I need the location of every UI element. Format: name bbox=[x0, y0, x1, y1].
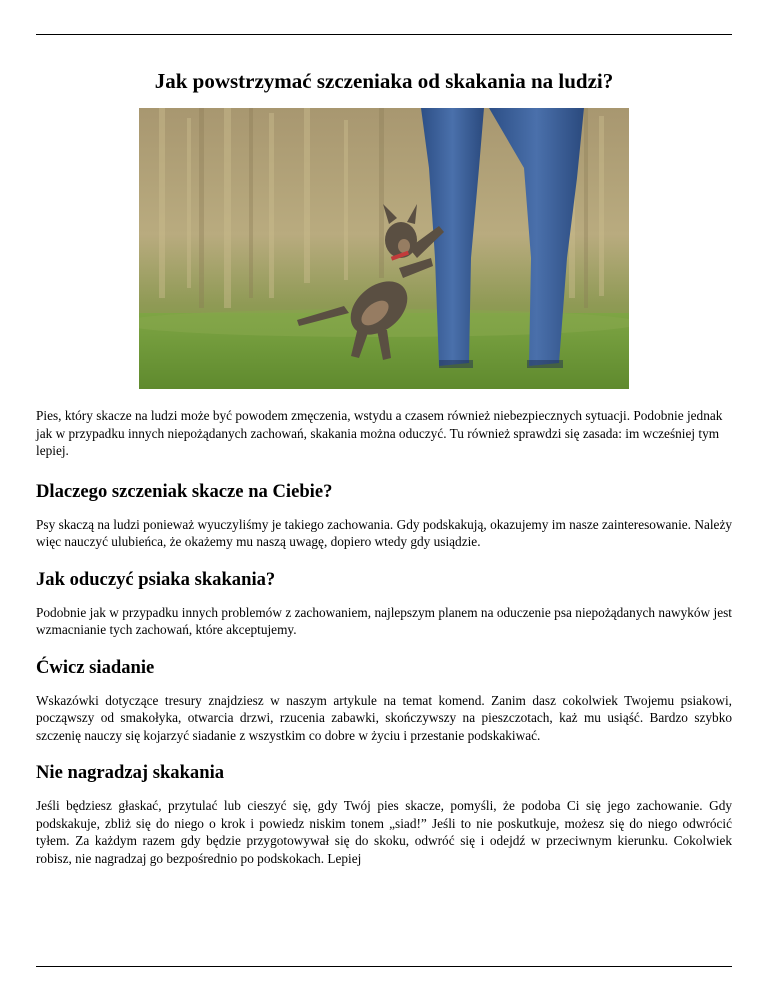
section-body-sit: Wskazówki dotyczące tresury znajdziesz w naszym artykule na temat komend. Zanim dasz cokolwiek Twojemu psiakowi, począwszy od smakołyka, otwarcia drzwi, rzucenia zabawki, skończywszy na pieszczotach, każ mu usiąść. Bardzo szybko szczenię nauczy się kojarzyć siadanie z wszystkim co dobre w życiu i przestanie podskakiwać. bbox=[36, 692, 732, 743]
bottom-rule bbox=[36, 966, 732, 967]
section-heading-no-reward: Nie nagradzaj skakania bbox=[36, 762, 225, 783]
dog-jumping-photo bbox=[139, 108, 629, 389]
section-heading-why: Dlaczego szczeniak skacze na Ciebie? bbox=[36, 480, 333, 502]
section-body-no-reward: Jeśli będziesz głaskać, przytulać lub cieszyć się, gdy Twój pies skacze, pomyśli, że podoba Ci się jego zachowanie. Gdy podskakuje, zbliż się do niego o krok i powiedz niskim tonem „siad!” Jeśli to nie poskutkuje, możesz się do niego odwrócić tyłem. Za każdym razem gdy będzie przygotowywał się do skoku, odwróć się i odejdź w przeciwnym kierunku. Cokolwiek robisz, nie nagradzaj go bezpośrednio po podskokach. Lepiej bbox=[36, 798, 732, 866]
section-body-how: Podobnie jak w przypadku innych problemów z zachowaniem, najlepszym planem na oduczenie psa niepożądanych nawyków jest wzmacnianie tych zachowań, które akceptujemy. bbox=[36, 604, 732, 637]
intro-paragraph: Pies, który skacze na ludzi może być powodem zmęczenia, wstydu a czasem również niebezpiecznych sytuacji. Podobnie jednak jak w przypadku innych niepożądanych zachowań, skakania można oduczyć. Tu również sprawdzi się zasada: im wcześniej tym lepiej. bbox=[36, 408, 723, 458]
article bbox=[36, 60, 732, 867]
top-rule bbox=[36, 34, 732, 35]
section-heading-sit: Ćwicz siadanie bbox=[36, 656, 155, 678]
section-heading-how: Jak oduczyć psiaka skakania? bbox=[36, 568, 276, 590]
section-body-why: Psy skaczą na ludzi ponieważ wyuczyliśmy je takiego zachowania. Gdy podskakują, okazujemy im nasze zainteresowanie. Należy więc nauczyć ulubieńca, że okażemy mu naszą uwagę, dopiero wtedy gdy usiądzie. bbox=[36, 516, 732, 549]
page-title: Jak powstrzymać szczeniaka od skakania na ludzi? bbox=[154, 69, 614, 93]
